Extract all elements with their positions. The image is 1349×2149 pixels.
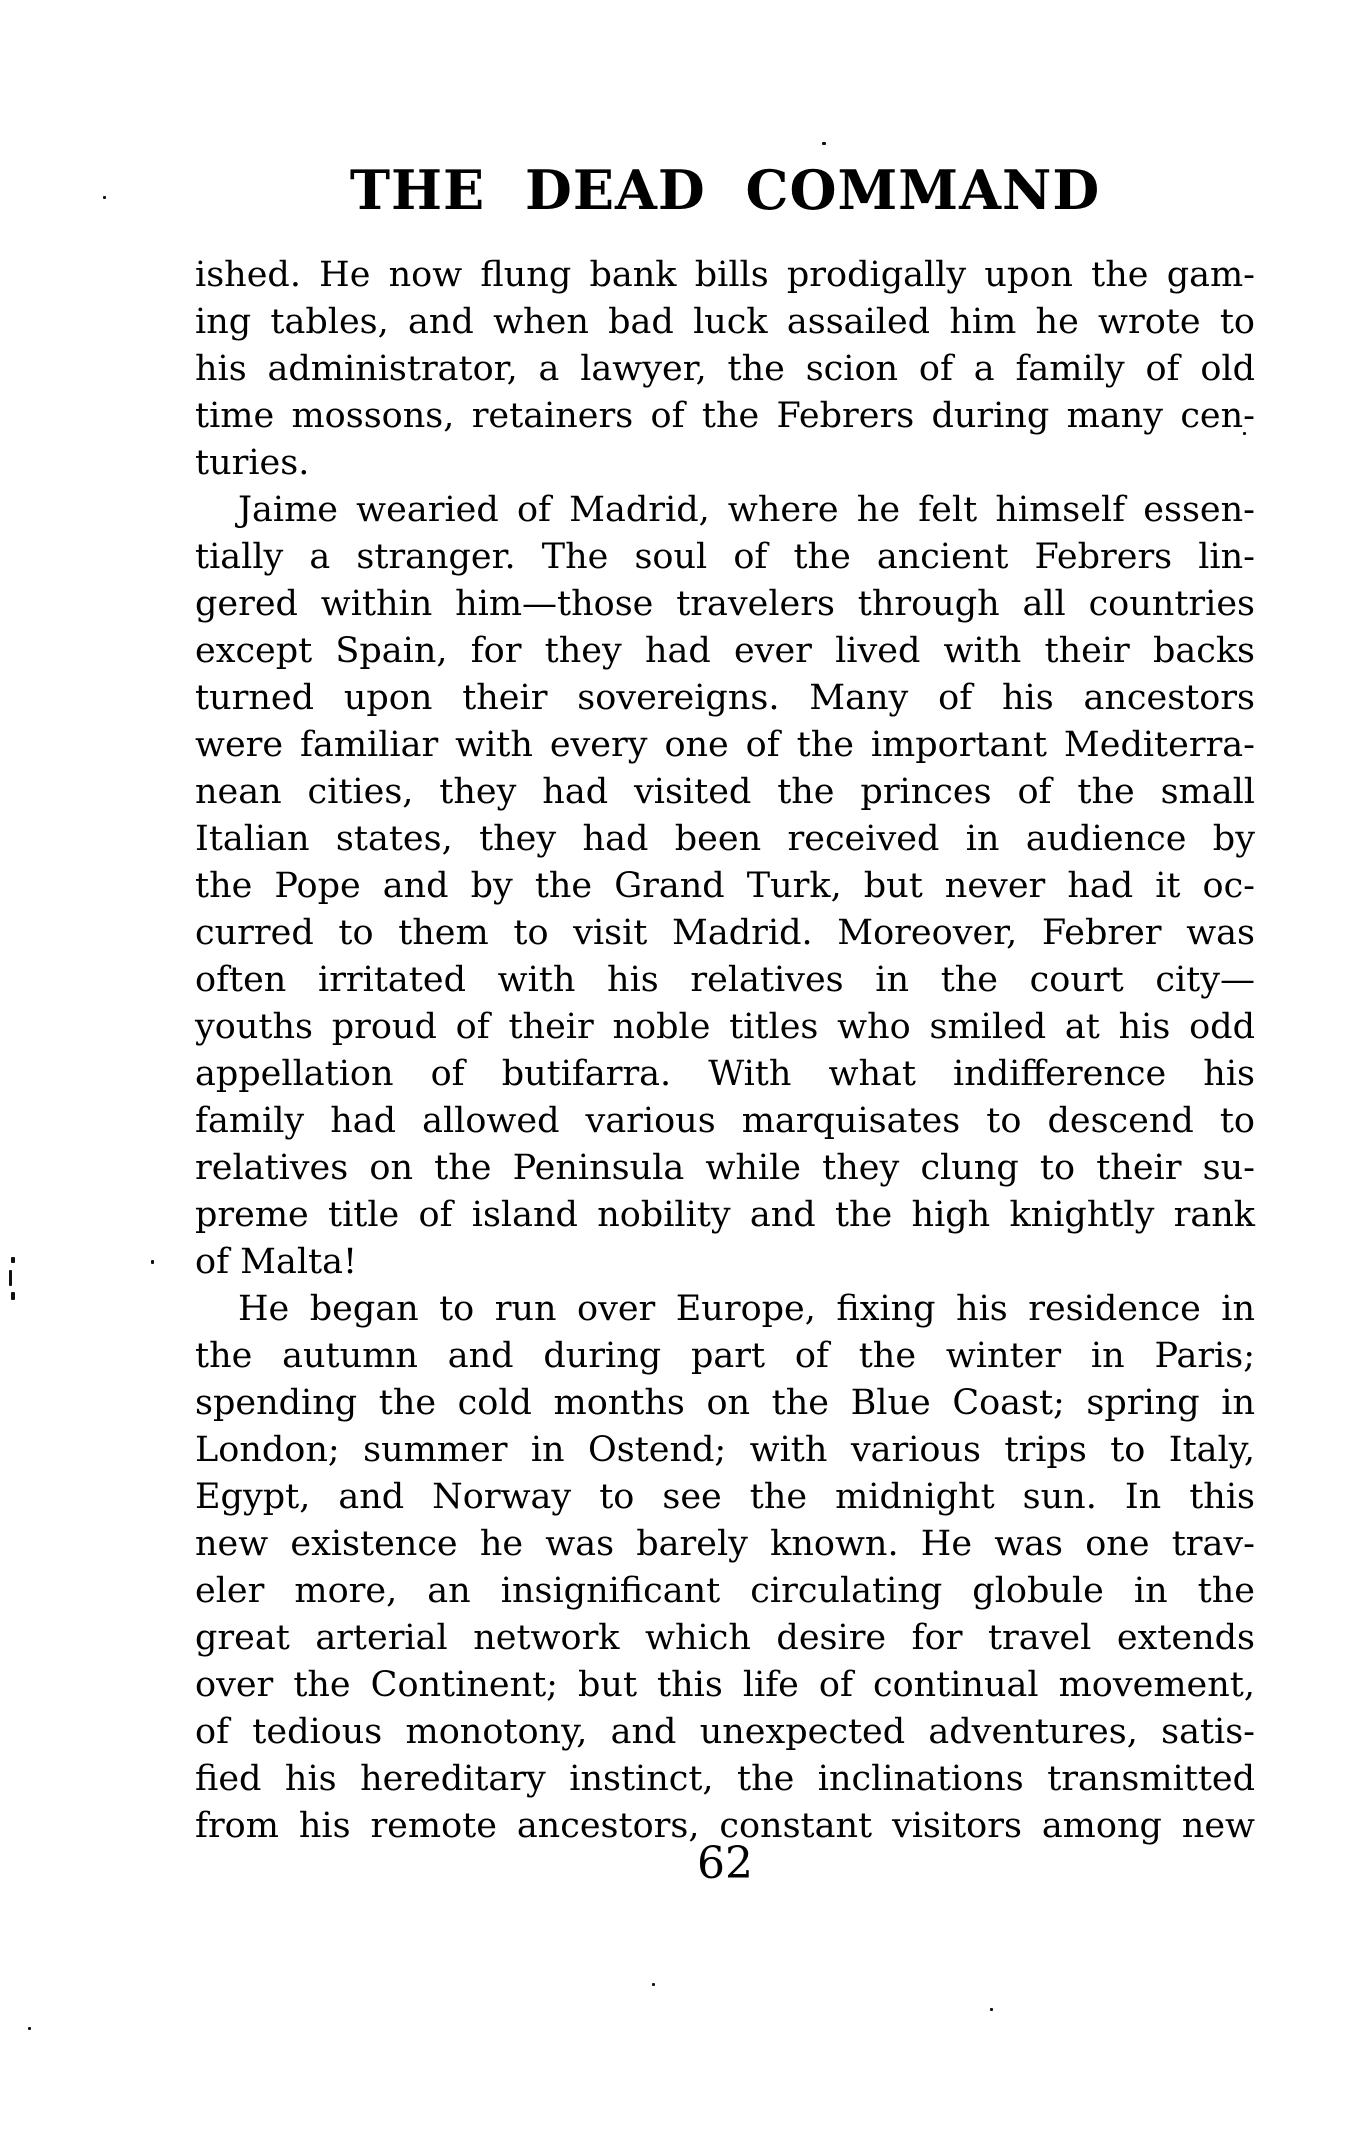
text-line: gered within him—those travelers through all countries	[195, 584, 1255, 624]
text-line: He began to run over Europe, fixing his residence in	[238, 1289, 1255, 1329]
page-number: 62	[697, 1838, 753, 1889]
body-text	[195, 252, 1255, 1850]
text-line: over the Continent; but this life of continual movement,	[195, 1665, 1255, 1705]
scan-speck	[822, 142, 826, 145]
text-line: ished. He now flung bank bills prodigally upon the gam-	[195, 255, 1255, 295]
text-line: curred to them to visit Madrid. Moreover, Febrer was	[195, 913, 1255, 953]
text-line: the Pope and by the Grand Turk, but never had it oc-	[195, 866, 1255, 906]
text-line: from his remote ancestors, constant visitors among new	[195, 1806, 1255, 1846]
text-line: preme title of island nobility and the high knightly rank	[195, 1195, 1255, 1235]
scan-speck	[28, 2027, 31, 2030]
scan-speck	[103, 196, 106, 199]
scan-speck	[11, 1292, 15, 1300]
page-title: THE DEAD COMMAND	[349, 158, 1101, 222]
text-line: often irritated with his relatives in the court city—	[195, 960, 1255, 1000]
text-line: turned upon their sovereigns. Many of his ancestors	[195, 678, 1255, 718]
text-line: relatives on the Peninsula while they clung to their su-	[195, 1148, 1255, 1188]
text-line: tially a stranger. The soul of the ancient Febrers lin-	[195, 537, 1255, 577]
text-line: family had allowed various marquisates to descend to	[195, 1101, 1255, 1141]
text-line: eler more, an insignificant circulating globule in the	[195, 1571, 1255, 1611]
scan-speck	[151, 1260, 154, 1264]
scan-speck	[11, 1257, 15, 1263]
scan-speck	[9, 1270, 12, 1286]
text-line: appellation of butifarra. With what indifference his	[195, 1054, 1255, 1094]
text-line: youths proud of their noble titles who smiled at his odd	[195, 1007, 1255, 1047]
text-line: spending the cold months on the Blue Coast; spring in	[195, 1383, 1255, 1423]
text-line: of Malta!	[195, 1242, 358, 1282]
text-line: ing tables, and when bad luck assailed him he wrote to	[195, 302, 1255, 342]
text-line: time mossons, retainers of the Febrers during many cen-	[195, 396, 1255, 436]
scan-speck	[990, 2008, 993, 2011]
text-line: the autumn and during part of the winter in Paris;	[195, 1336, 1255, 1376]
text-line: Jaime wearied of Madrid, where he felt himself essen-	[238, 490, 1255, 530]
text-line: new existence he was barely known. He was one trav-	[195, 1524, 1255, 1564]
text-line: great arterial network which desire for travel extends	[195, 1618, 1255, 1658]
text-line: nean cities, they had visited the princes of the small	[195, 772, 1255, 812]
text-line: turies.	[195, 443, 310, 483]
text-line: Egypt, and Norway to see the midnight sun. In this	[195, 1477, 1255, 1517]
text-line: were familiar with every one of the important Mediterra-	[195, 725, 1255, 765]
scan-speck	[652, 1983, 655, 1986]
text-line: Italian states, they had been received in audience by	[195, 819, 1255, 859]
text-line: London; summer in Ostend; with various trips to Italy,	[195, 1430, 1255, 1470]
text-line: fied his hereditary instinct, the inclinations transmitted	[195, 1759, 1255, 1799]
text-line: except Spain, for they had ever lived with their backs	[195, 631, 1255, 671]
text-line: of tedious monotony, and unexpected adventures, satis-	[195, 1712, 1255, 1752]
text-line: his administrator, a lawyer, the scion of a family of old	[195, 349, 1255, 389]
